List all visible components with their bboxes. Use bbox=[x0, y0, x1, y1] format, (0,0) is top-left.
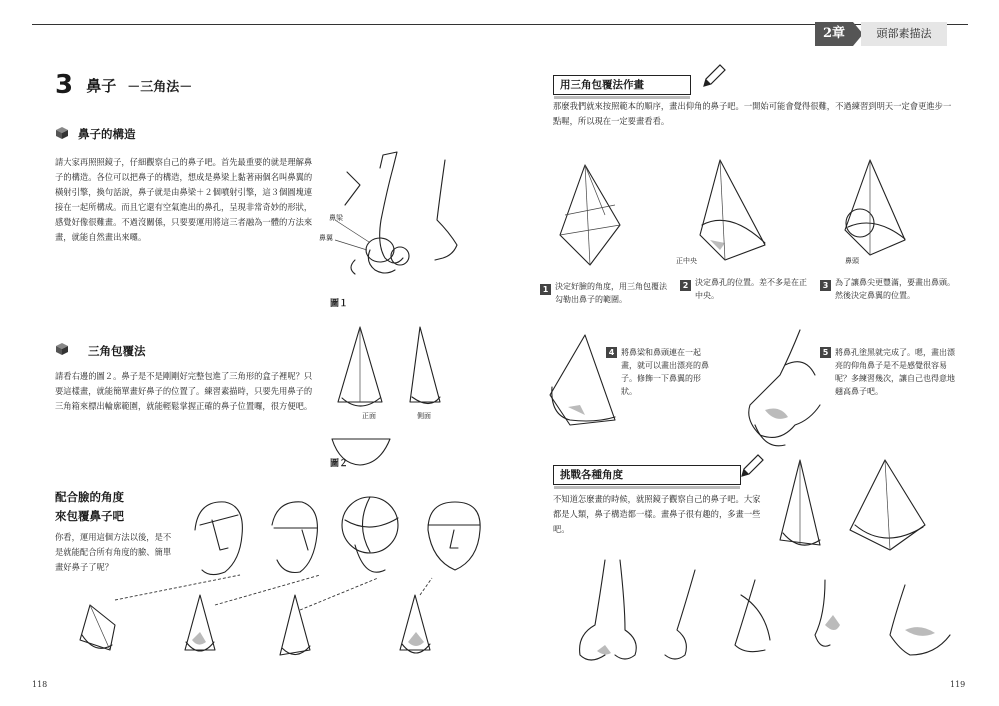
method-paragraph: 那麼我們就來按照範本的順序，畫出仰角的鼻子吧。一開始可能會覺得很難，不過練習到明天一定會更進步一點喔，所以現在一定要畫看看。 bbox=[553, 101, 952, 126]
label-bridge: 鼻梁 bbox=[329, 214, 343, 222]
figure-1-caption: 圖１ bbox=[330, 299, 349, 309]
label-side: 側面 bbox=[417, 412, 431, 420]
step-5-number: 5 bbox=[820, 347, 831, 358]
cube-icon bbox=[55, 126, 69, 140]
step-1-number: 1 bbox=[540, 284, 551, 295]
section-title: 鼻子 bbox=[86, 76, 117, 95]
pencil-icon bbox=[700, 62, 728, 90]
head-sketch bbox=[195, 502, 242, 575]
step-4 bbox=[606, 346, 714, 398]
step-3 bbox=[820, 276, 955, 302]
step-5-drawing bbox=[749, 330, 820, 446]
step-2 bbox=[680, 276, 810, 302]
cube-icon bbox=[55, 342, 69, 356]
step-3-text: 為了讓鼻尖更豐滿，要畫出鼻頭。然後決定鼻翼的位置。 bbox=[835, 278, 955, 300]
step-4-number: 4 bbox=[606, 347, 617, 358]
label-wing: 鼻翼 bbox=[319, 234, 333, 242]
step-1-text: 決定好臉的角度，用三角包覆法勾勒出鼻子的範圍。 bbox=[555, 282, 667, 304]
face-title-line1: 配合臉的角度 bbox=[55, 490, 124, 504]
section-heading bbox=[55, 70, 315, 100]
step-1-drawing bbox=[560, 165, 620, 265]
step-2-number: 2 bbox=[680, 280, 691, 291]
section-subtitle: －三角法－ bbox=[127, 79, 193, 95]
right-page-number: 119 bbox=[950, 680, 966, 689]
pencil-icon bbox=[738, 452, 766, 480]
label-tip: 鼻頭 bbox=[845, 257, 859, 265]
challenge-paragraph: 不知道怎麼畫的時候，就照鏡子觀察自己的鼻子吧。大家都是人類，鼻子構造都一樣。畫鼻子很有趣的，多畫一些吧。 bbox=[553, 494, 761, 534]
nose-angle-studies bbox=[565, 555, 960, 675]
label-center: 正中央 bbox=[676, 257, 697, 265]
step-5 bbox=[820, 346, 955, 398]
nose-structure-drawing bbox=[325, 150, 475, 295]
step-2-drawing bbox=[700, 160, 765, 260]
challenge-triangles bbox=[775, 455, 945, 555]
step-3-number: 3 bbox=[820, 280, 831, 291]
left-page-number: 118 bbox=[32, 680, 48, 689]
step-3-drawing bbox=[845, 160, 905, 255]
chapter-title: 頭部素描法 bbox=[861, 22, 947, 46]
method-title: 用三角包覆法作畫 bbox=[560, 79, 644, 91]
step-1 bbox=[540, 280, 670, 306]
triangle-title: 三角包覆法 bbox=[88, 344, 146, 358]
challenge-heading bbox=[553, 465, 741, 485]
method-heading bbox=[553, 75, 691, 95]
triangle-paragraph: 請看右邊的圖２。鼻子是不是剛剛好完整包進了三角形的盒子裡呢？只要這樣畫，就能簡單畫好鼻子的位置了。練習素描時，只要先用鼻子的三角箱來標出輪廓範圍，就能輕鬆掌握正確的鼻子位置囉，很方便吧。 bbox=[55, 371, 313, 411]
structure-title: 鼻子的構造 bbox=[78, 127, 136, 141]
triangle-box-drawing bbox=[330, 322, 470, 467]
step-2-text: 決定鼻孔的位置。差不多是在正中央。 bbox=[695, 278, 807, 300]
structure-paragraph: 請大家再照照鏡子，仔細觀察自己的鼻子吧。首先最重要的就是理解鼻子的構造。各位可以把鼻子的構造，想成是鼻梁上黏著兩個名叫鼻翼的橫射引擎，換句話說，鼻子就是由鼻梁＋２個噴射引擎，這３個圓塊連接在一起所構成。而且它還有空氣進出的鼻孔，呈現非常奇妙的形狀，感覺好像很難畫。不過沒關係，只要要運用將這三者融為一體的方法來畫，就能自然畫出來囉。 bbox=[55, 157, 313, 242]
figure-2-caption: 圖２ bbox=[330, 459, 349, 469]
challenge-title: 挑戰各種角度 bbox=[560, 469, 623, 481]
chapter-number: 2章 bbox=[815, 22, 853, 46]
section-number: 3 bbox=[55, 70, 74, 100]
step-5-text: 將鼻孔塗黑就完成了。嗯，畫出漂亮的仰角鼻子是不是感覺很容易呢？多練習幾次，讓自己也得意地翹高鼻子吧。 bbox=[835, 348, 955, 396]
step-drawings-top bbox=[545, 155, 955, 285]
face-title-line2: 來包覆鼻子吧 bbox=[55, 509, 124, 523]
step-4-text: 將鼻梁和鼻頭連在一起畫，就可以畫出漂亮的鼻子。修飾一下鼻翼的形狀。 bbox=[621, 348, 709, 396]
face-paragraph: 你看，運用這個方法以後，是不是就能配合所有角度的臉、簡單畫好鼻子了呢？ bbox=[55, 532, 172, 572]
chapter-tab bbox=[815, 22, 945, 46]
nose-triangle-sequence bbox=[60, 570, 470, 670]
label-front: 正面 bbox=[362, 412, 376, 420]
